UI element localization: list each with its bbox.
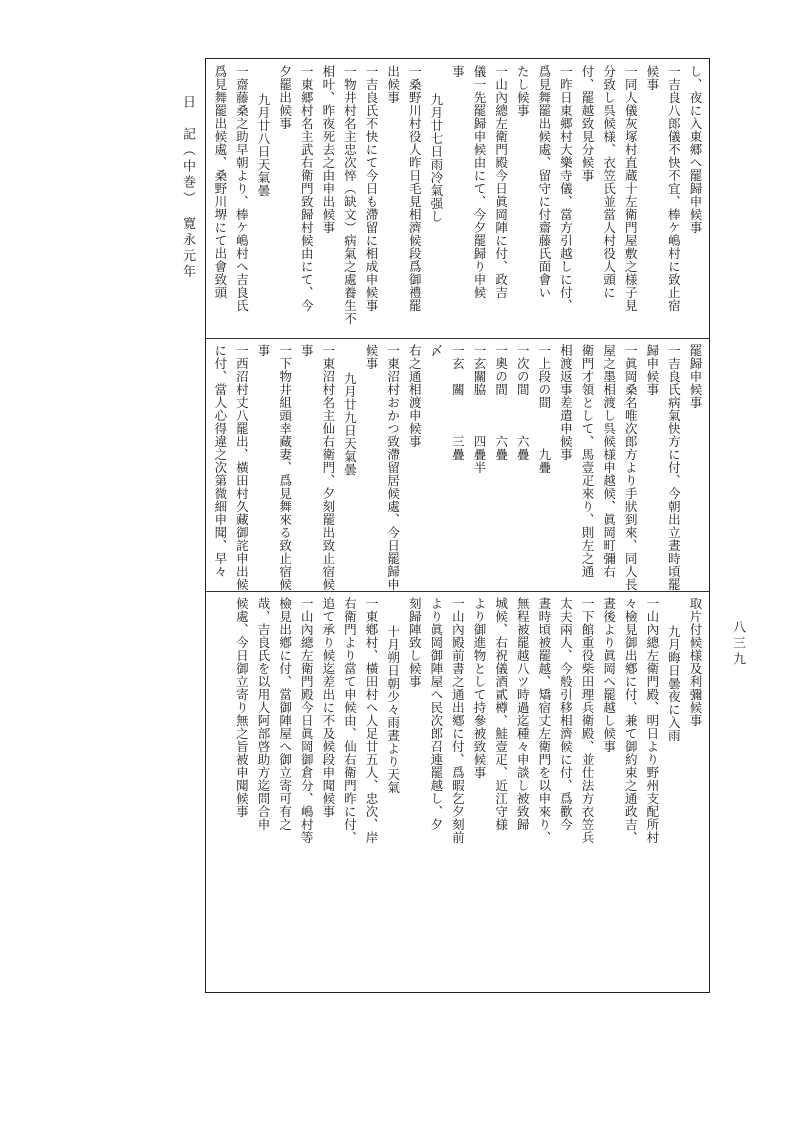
text-column: 事 (299, 344, 315, 357)
text-column: 一東沼村おかつ致滯留居候處、今日罷歸申 (385, 344, 401, 591)
text-column: 一吉良八郎儀不快不宜、棒ケ嶋村に致止宿 (666, 65, 682, 312)
text-column: より眞岡御陣屋へ民次郎召連罷越し、夕 (428, 597, 444, 831)
text-column: 九月廿七日雨冷氣强し (428, 93, 444, 223)
text-column: 追て承り候迄差出に不及候段申聞候事 (320, 597, 336, 818)
text-column: 一吉良氏病氣快方に付、今朝出立晝時頃罷 (666, 344, 682, 591)
text-column: 一同人儀灰塚村直蔵十左衛門屋敷之様子見 (623, 65, 639, 312)
text-column: 一昨日東郷村大樂寺儀、當方引越しに付、 (558, 65, 574, 312)
text-column: 一下館重役柴田理兵衛殿、並仕法方衣笠兵 (580, 597, 595, 844)
text-column: たし候事 (515, 65, 531, 117)
text-column: し、夜に入東郷へ罷歸申候事 (688, 65, 703, 234)
text-column: 一眞岡桑名唯次郎方より手狀到來、同人長 (623, 344, 639, 591)
text-column: 出候事 (385, 65, 401, 104)
upper-tier (206, 59, 709, 338)
text-column: 晝後より眞岡へ罷越し候事 (601, 597, 617, 753)
text-column: 城候、右祝儀酒貳樽、鮭壹疋、近江守様 (493, 597, 509, 831)
text-frame (205, 58, 710, 993)
text-column: 九月晦日曇夜に入雨 (666, 625, 682, 742)
middle-tier (206, 338, 709, 591)
text-column: 一西沼村丈八罷出、橫田村久藏御詫申出候 (234, 344, 250, 591)
text-column: 候事 (364, 344, 379, 370)
text-column: 右之通相渡申候事 (407, 344, 423, 448)
text-column: 檢見出鄕に付、當御陣屋へ御立寄可有之 (277, 597, 293, 831)
text-column: 晝時頃被罷越、矯宿丈左衛門を以申來り、 (536, 597, 552, 844)
text-column: 一山內總左衛門殿、明日より野州支配所村 (644, 597, 660, 844)
text-column: 一山內殿前書之通出鄕に付、爲暇乞夕刻前 (450, 597, 466, 844)
text-column: 儀一先罷歸申候由にて、今夕罷歸り申候 (472, 65, 487, 299)
text-column: 九月廿九日天氣曇 (342, 372, 358, 476)
text-column: 事 (256, 344, 271, 357)
text-column: 爲見舞罷出候處、留守に付齋藤氏面會い (536, 65, 552, 299)
text-column: 一物井村名主忠次悴（缺文）病氣之處養生不 (342, 65, 358, 325)
text-column: 相叶、昨夜死去之由申出候事 (320, 65, 336, 234)
text-column: 一玄關脇 四疊半 (472, 344, 487, 474)
text-column: 屋之墨相渡し呉候様申越候、眞岡町彌右 (601, 344, 617, 578)
text-column: 夕罷出候事 (277, 65, 293, 130)
text-column: 候處、今日御立寄り無之旨被申聞候事 (234, 597, 250, 818)
text-column: 一東沼村名主仙右衛門、夕刻罷出致止宿候 (320, 344, 336, 591)
text-column: 一上段の間 九疊 (536, 344, 552, 474)
text-column: 歸申候事 (644, 344, 660, 396)
text-column: 九月廿八日天氣曇 (256, 93, 271, 197)
text-column: 〆 (428, 344, 444, 357)
text-column: 無程被罷越八ツ時過迄種々申談し被致歸 (515, 597, 531, 831)
text-column: 一東郷村名主武右衛門致歸村候由にて、今 (299, 65, 315, 312)
text-column: 取片付候様及利彌候事 (688, 597, 703, 727)
text-column: 事 (450, 65, 466, 78)
text-column: 右衛門より當て申候由、仙右衛門昨に付、 (342, 597, 358, 844)
text-column: より御進物として持參被致候事 (472, 597, 487, 779)
text-column: 爲見舞罷出候處、桑野川堺にて出會致頭 (212, 65, 228, 299)
text-column: に付、當人心得違之次第微細申聞、早々 (212, 344, 228, 578)
lower-tier (206, 591, 709, 991)
text-column: 刻歸陣致し候事 (407, 597, 423, 688)
text-column: 一東鄕村、橫田村へ人足廿五人、忠次、岸 (364, 597, 379, 844)
text-column: 々檢見御出鄕に付、兼て御約束之通政吉、 (623, 597, 639, 844)
text-column: 分致し呉候様、衣笠氏並當人村役人頭に (601, 65, 617, 299)
text-column: 一次の間 六疊 (515, 344, 531, 461)
text-column: 一齋藤桑之助早朝より、棒ケ嶋村へ吉良氏 (234, 65, 250, 312)
running-title: 日 記（中巻） 寛永元年 (180, 95, 195, 281)
text-column: 相渡返事差遣申候事 (558, 344, 574, 461)
text-column: 罷歸申候事 (688, 344, 703, 409)
text-column: 付、罷越致見分候事 (580, 65, 595, 182)
text-column: 一山內總左衛門殿今日眞岡御倉分、嶋村等 (299, 597, 315, 844)
text-column: 一玄 關 三疊 (450, 344, 466, 461)
text-column: 候事 (644, 65, 660, 91)
text-column: 一吉良氏不快にて今日も滯留に相成申候事 (364, 65, 379, 312)
text-column: 一下物井組頭幸藏妻、爲見舞來る致止宿候 (277, 344, 293, 591)
text-column: 十月朔日朝少々雨晝より天氣 (385, 625, 401, 794)
text-column: 一山內總左衛門殿今日眞岡陣に付、政吉 (493, 65, 509, 299)
text-column: 一奧の間 六疊 (493, 344, 509, 461)
page-number: 八三九 (730, 620, 745, 668)
text-column: 衛門才領として、馬壹疋來り、則左之通 (580, 344, 595, 578)
text-column: 太夫兩人、今般引移相濟候に付、爲歡今 (558, 597, 574, 831)
text-column: 哉、吉良氏を以用人阿部啓助方迄問合申 (256, 597, 271, 831)
text-column: 一桑野川村役人昨日毛見相濟候段爲御禮罷 (407, 65, 423, 312)
